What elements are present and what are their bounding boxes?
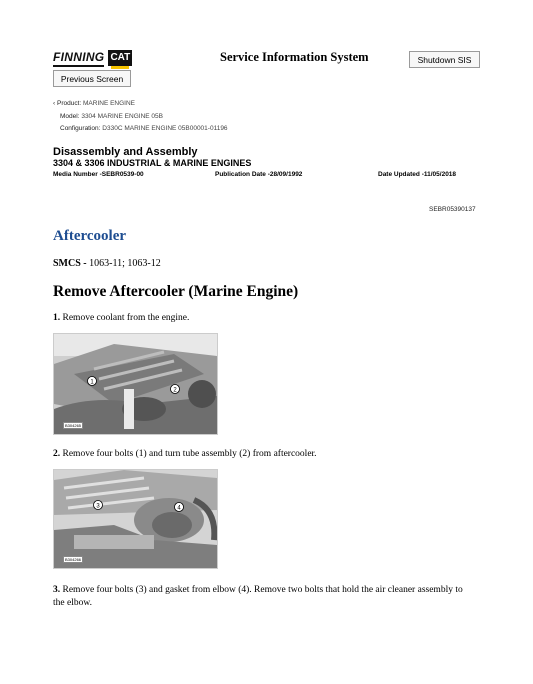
product-row[interactable] xyxy=(53,98,228,111)
configuration-label: Configuration: xyxy=(60,125,101,132)
step-text: Remove coolant from the engine. xyxy=(62,313,190,323)
smcs-value: 1063-11; 1063-12 xyxy=(89,258,161,269)
product-value: MARINE ENGINE xyxy=(83,100,136,107)
smcs-codes xyxy=(53,258,161,269)
callout-2-label: 2 xyxy=(173,387,177,394)
document-title: Disassembly and Assembly xyxy=(53,146,198,158)
step-3 xyxy=(53,584,473,609)
step-text: Remove four bolts (1) and turn tube assembly (2) from aftercooler. xyxy=(62,449,317,459)
step-number: 3. xyxy=(53,585,61,595)
logo-text: FINNING xyxy=(53,50,104,67)
system-title: Service Information System xyxy=(220,50,369,64)
procedure-title: Remove Aftercooler (Marine Engine) xyxy=(53,283,299,300)
product-metadata xyxy=(53,98,228,136)
cat-logo-mark: CAT xyxy=(108,50,132,66)
finning-cat-logo xyxy=(53,48,132,68)
document-subtitle: 3304 & 3306 INDUSTRIAL & MARINE ENGINES xyxy=(53,158,252,168)
callout-3-label: 3 xyxy=(96,503,100,510)
model-row xyxy=(53,111,228,124)
date-updated: Date Updated -11/05/2018 xyxy=(378,171,457,178)
callout-4-label: 4 xyxy=(177,505,181,512)
configuration-value: D330C MARINE ENGINE 05B00001-01196 xyxy=(102,125,228,132)
smcs-label: SMCS - xyxy=(53,258,87,269)
publication-date: Publication Date -28/09/1992 xyxy=(215,171,303,178)
step-number: 2. xyxy=(53,449,61,459)
configuration-row xyxy=(53,123,228,136)
shutdown-sis-button[interactable]: Shutdown SIS xyxy=(409,51,480,68)
step-2-photo xyxy=(53,469,218,569)
step-text: Remove four bolts (3) and gasket from elbow (4). Remove two bolts that hold the air cleaner assembly to the elbow. xyxy=(53,585,463,608)
media-number: Media Number -SEBR0539-00 xyxy=(53,171,144,178)
document-id: SEBR05390137 xyxy=(429,206,476,213)
step-1-photo xyxy=(53,333,218,435)
back-chevron-icon[interactable]: ‹ xyxy=(53,100,56,107)
step-2 xyxy=(53,448,473,461)
model-label: Model: xyxy=(60,112,80,120)
callout-1-label: 1 xyxy=(90,379,94,386)
photo-tag: B304266 xyxy=(65,557,82,562)
step-number: 1. xyxy=(53,313,61,323)
model-value: 3304 MARINE ENGINE 05B xyxy=(81,112,163,120)
previous-screen-button[interactable]: Previous Screen xyxy=(53,70,131,87)
step-1 xyxy=(53,312,473,325)
photo-tag: B304265 xyxy=(65,423,82,428)
product-label: Product: xyxy=(56,100,82,107)
section-title: Aftercooler xyxy=(53,228,127,244)
